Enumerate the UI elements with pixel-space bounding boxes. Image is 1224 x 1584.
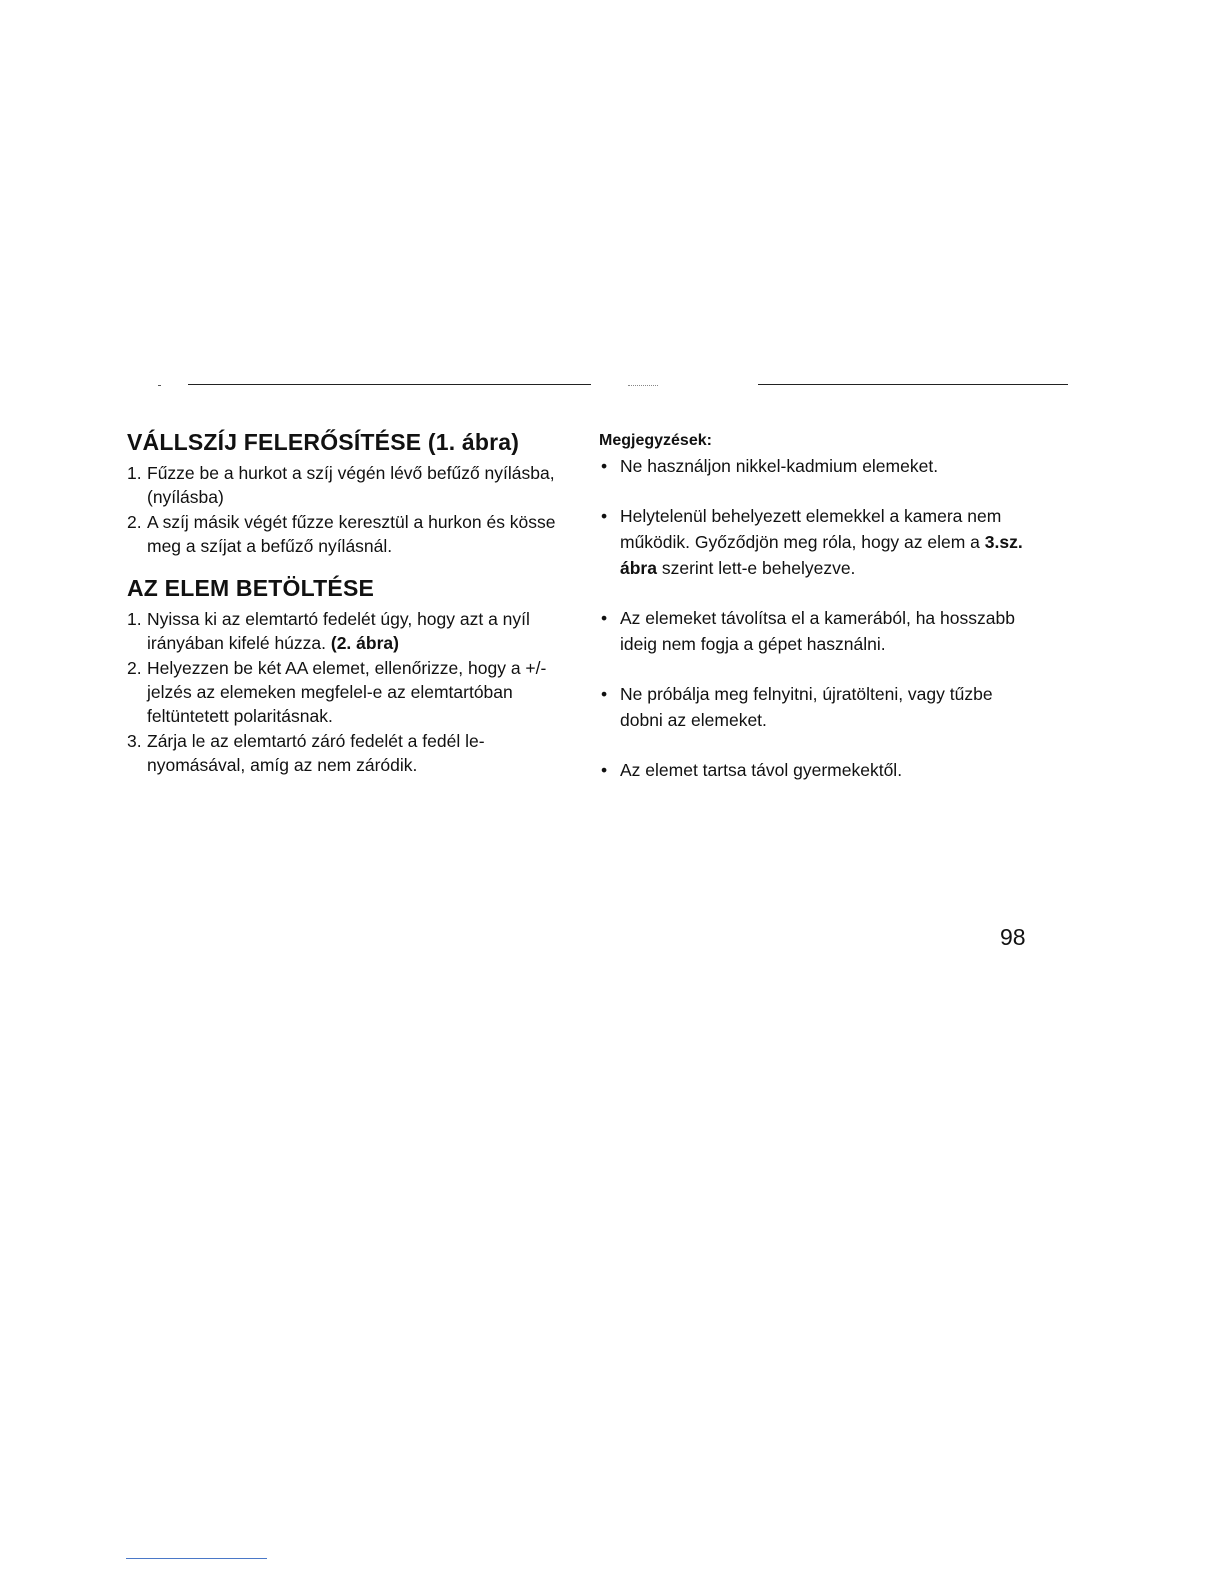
notes-heading: Megjegyzések: bbox=[599, 432, 712, 449]
strap-steps bbox=[127, 461, 567, 558]
bullet-icon: • bbox=[601, 456, 608, 476]
list-item bbox=[127, 461, 567, 509]
bullet-icon: • bbox=[601, 684, 608, 704]
step-number: 2. bbox=[127, 512, 142, 532]
step-number: 2. bbox=[127, 658, 142, 678]
section-heading-battery: AZ ELEM BETÖLTÉSE bbox=[127, 575, 375, 601]
rule-dot bbox=[158, 385, 161, 386]
step-text: Fűzze be a hurkot a szíj végén lévő befűző nyílásba, (nyílásba) bbox=[147, 463, 555, 507]
list-item bbox=[599, 757, 1039, 783]
list-item bbox=[599, 503, 1039, 581]
battery-steps bbox=[127, 607, 567, 777]
note-text: Helytelenül behelyezett elemekkel a kamera nem működik. Győződjön meg róla, hogy az elem a bbox=[620, 506, 1002, 552]
step-text: Helyezzen be két AA elemet, ellenőrizze, hogy a +/- jelzés az elemeken megfelel-e az elemtartóban feltüntetett polaritásnak. bbox=[147, 658, 547, 726]
note-text: szerint lett-e behelyezve. bbox=[661, 558, 856, 578]
list-item bbox=[127, 729, 567, 777]
bullet-icon: • bbox=[601, 760, 608, 780]
list-item bbox=[599, 453, 1039, 479]
top-rule-middle bbox=[628, 385, 658, 386]
notes-list bbox=[599, 453, 1039, 783]
note-text: Ne próbálja meg felnyitni, újratölteni, vagy tűzbe dobni az elemeket. bbox=[620, 684, 993, 730]
page-number: 98 bbox=[1000, 924, 1026, 950]
bottom-rule bbox=[126, 1558, 267, 1559]
step-number: 1. bbox=[127, 463, 142, 483]
note-text: Ne használjon nikkel-kadmium elemeket. bbox=[620, 456, 939, 476]
step-text: Nyissa ki az elemtartó fedelét úgy, hogy azt a nyíl irányában kifelé húzza. bbox=[147, 609, 530, 653]
step-text: A szíj másik végét fűzze keresztül a hurkon és kösse meg a szíjat a befűző nyílásnál. bbox=[147, 512, 556, 556]
note-text: Az elemet tartsa távol gyermekektől. bbox=[620, 760, 903, 780]
right-column bbox=[599, 430, 1039, 807]
note-text: Az elemeket távolítsa el a kamerából, ha hosszabb ideig nem fogja a gépet használni. bbox=[620, 608, 1015, 654]
list-item bbox=[127, 607, 567, 655]
list-item bbox=[127, 656, 567, 728]
list-item bbox=[599, 605, 1039, 657]
bullet-icon: • bbox=[601, 608, 608, 628]
step-text: Zárja le az elemtartó záró fedelét a fedél le-nyomásával, amíg az nem záródik. bbox=[147, 731, 485, 775]
bullet-icon: • bbox=[601, 506, 608, 526]
section-heading-strap: VÁLLSZÍJ FELERŐSÍTÉSE (1. ábra) bbox=[127, 429, 520, 455]
step-number: 1. bbox=[127, 609, 142, 629]
figure-reference: (2. ábra) bbox=[330, 633, 399, 653]
left-column bbox=[127, 428, 567, 778]
step-number: 3. bbox=[127, 731, 142, 751]
top-rule-left bbox=[188, 384, 591, 385]
list-item bbox=[127, 510, 567, 558]
list-item bbox=[599, 681, 1039, 733]
top-rule-right bbox=[758, 384, 1068, 385]
figure-reference: 3.sz. ábra bbox=[620, 532, 1023, 578]
